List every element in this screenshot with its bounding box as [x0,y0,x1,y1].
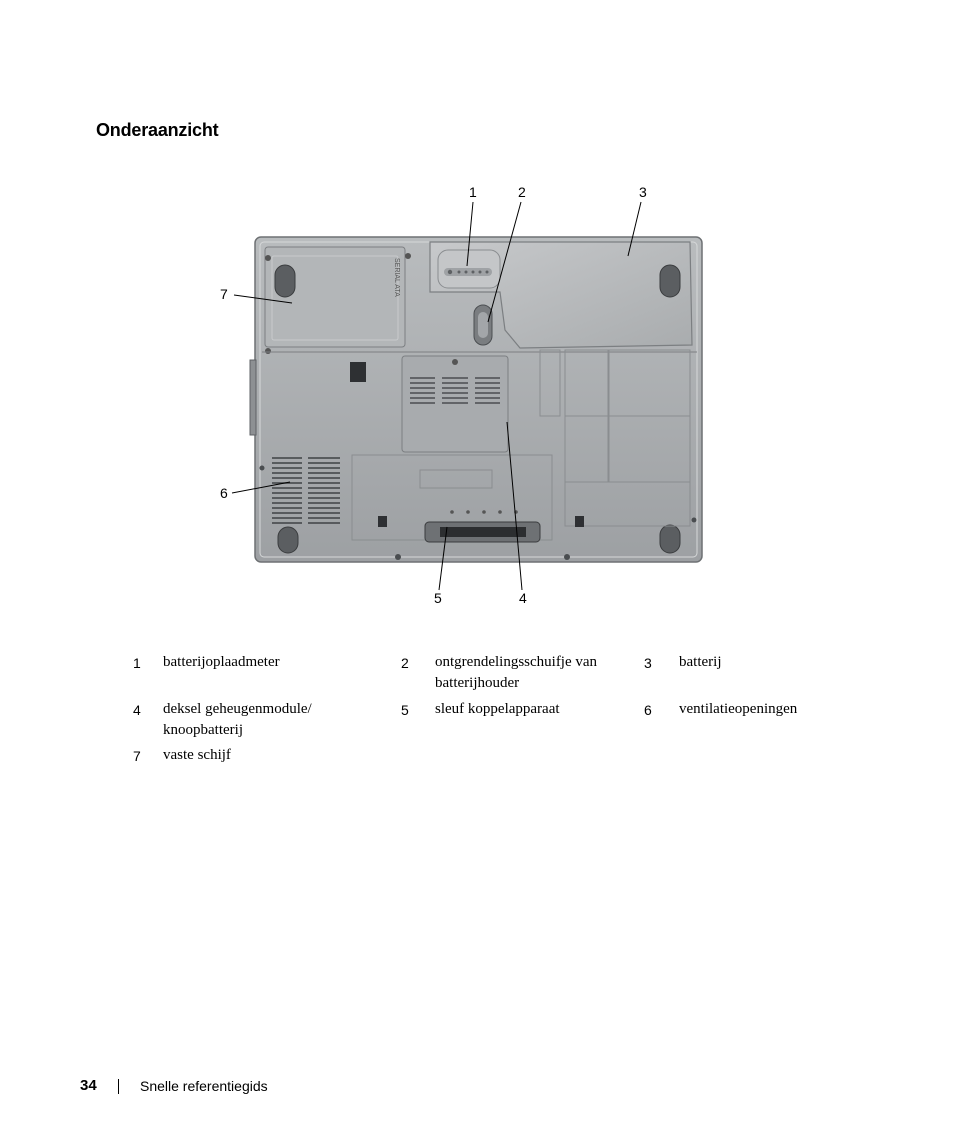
page-number: 34 [80,1077,97,1094]
callout-2: 2 [518,184,526,200]
callout-4: 4 [519,590,527,606]
legend-num: 6 [644,702,652,718]
battery-release-latch [474,305,492,345]
callout-3: 3 [639,184,647,200]
drive-label-text: SERIAL ATA [393,258,400,297]
callout-5: 5 [434,590,442,606]
footer-separator [118,1079,119,1094]
hard-drive-cover [265,247,411,354]
legend-text: batterij [679,654,722,670]
legend-text: batterijoplaadmeter [163,654,280,670]
legend-text: vaste schijf [163,747,231,763]
legend-num: 4 [133,702,141,718]
callout-6: 6 [220,485,228,501]
footer-doc-title: Snelle referentiegids [140,1078,268,1094]
legend-num: 3 [644,655,652,671]
legend-num: 5 [401,702,409,718]
battery-charge-gauge [444,268,492,276]
legend-num: 1 [133,655,141,671]
legend-text: ontgrendelingsschuifje van batterijhouder [435,654,598,691]
legend-num: 7 [133,748,141,764]
memory-module-cover [402,356,508,452]
section-title: Onderaanzicht [96,120,219,140]
callout-7: 7 [220,286,228,302]
legend-text: deksel geheugenmodule/ knoopbatterij [163,701,312,738]
legend-text: sleuf koppelapparaat [435,701,560,717]
legend-text: ventilatieopeningen [679,701,798,717]
callout-1: 1 [469,184,477,200]
legend-num: 2 [401,655,409,671]
